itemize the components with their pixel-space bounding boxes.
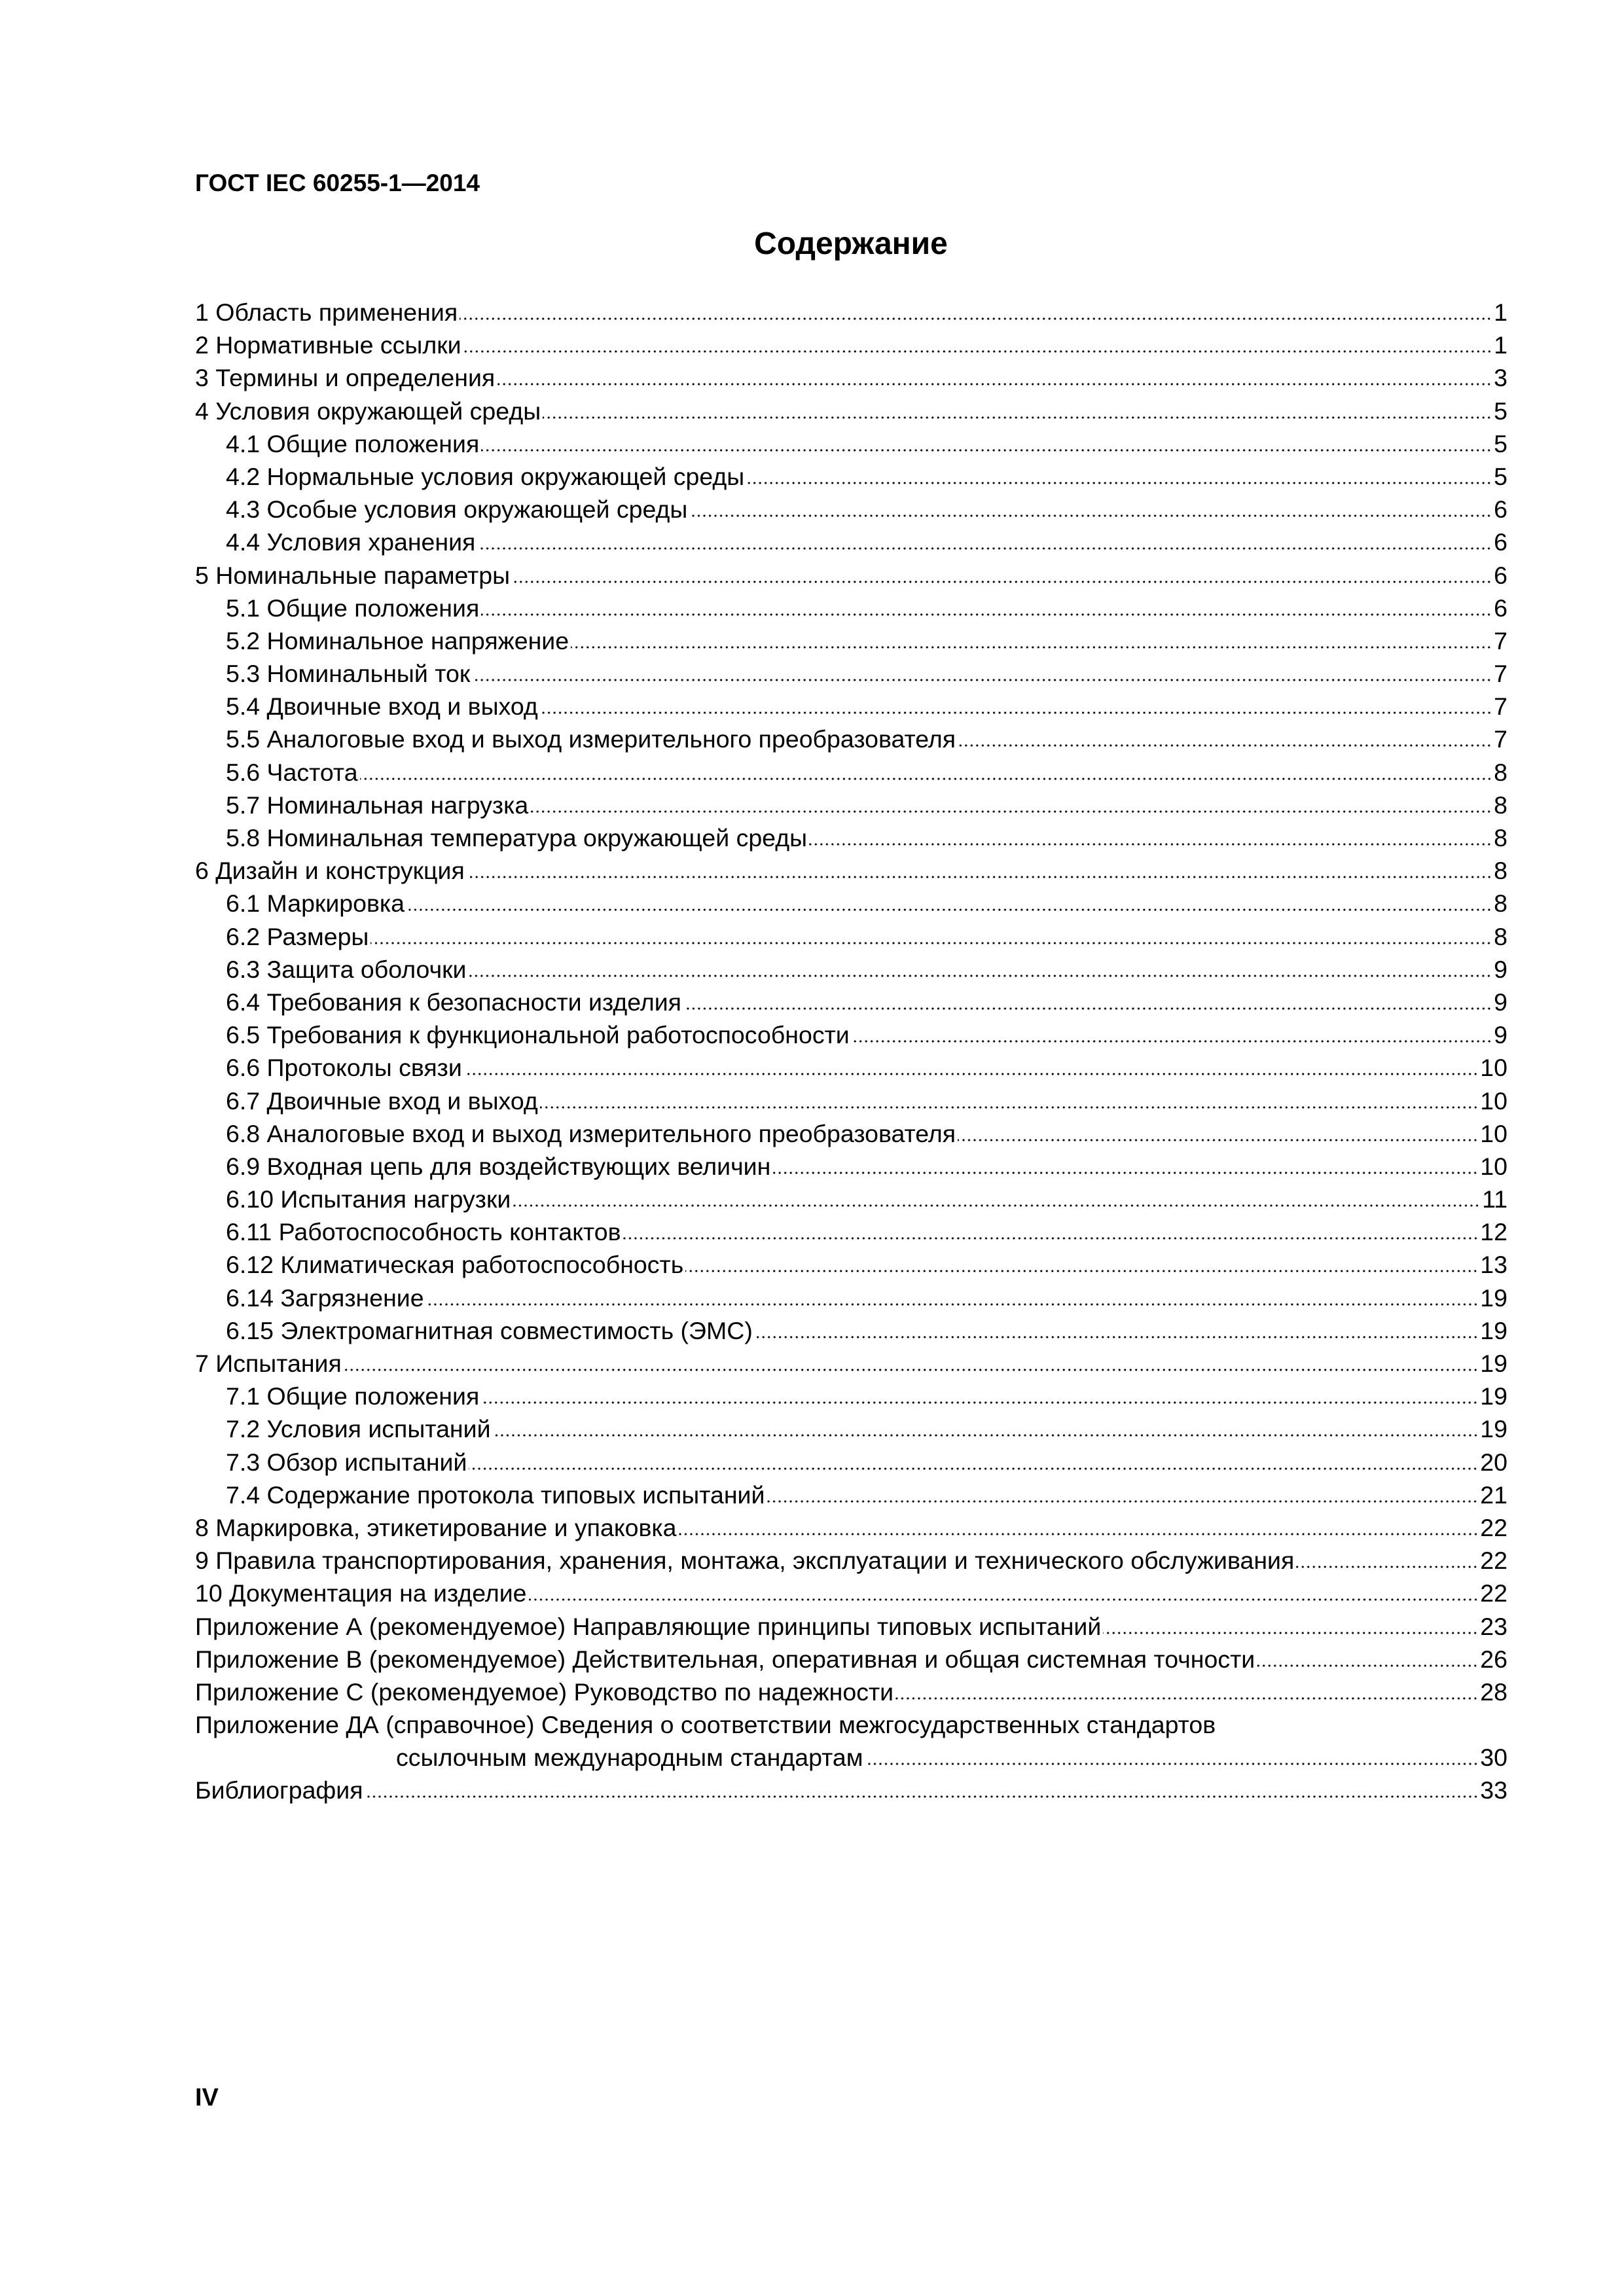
toc-entry-title: 1 Область применения — [195, 298, 458, 326]
toc-entry-page: 9 — [1494, 955, 1507, 983]
toc-entry-title: 5.8 Номинальная температура окружающей среды — [226, 824, 808, 852]
toc-entry-page: 7 — [1494, 660, 1507, 688]
toc-entry[interactable] — [195, 789, 1507, 821]
toc-entry-page: 5 — [1494, 397, 1507, 425]
toc-entry-page: 19 — [1480, 1316, 1507, 1344]
toc-entry-page: 28 — [1480, 1677, 1507, 1706]
toc-entry-page: 8 — [1494, 889, 1507, 918]
toc-entry-page: 8 — [1494, 791, 1507, 819]
toc-entry-title: Приложение А (рекомендуемое) Направляющие принципы типовых испытаний — [195, 1612, 1102, 1640]
toc-entry[interactable] — [195, 1643, 1507, 1676]
toc-entry-title: 4.1 Общие положения — [226, 429, 480, 457]
toc-entry-page: 22 — [1480, 1547, 1507, 1575]
toc-entry-title: 6.9 Входная цепь для воздействующих величин — [226, 1152, 771, 1180]
toc-dot-leader — [746, 478, 1492, 485]
toc-dot-leader — [512, 577, 1492, 584]
page-number: IV — [195, 2084, 219, 2111]
toc-entry-title: 6.15 Электромагнитная совместимость (ЭМС) — [226, 1316, 753, 1344]
toc-entry[interactable] — [195, 329, 1507, 361]
toc-entry-page: 22 — [1480, 1579, 1507, 1607]
toc-entry-page: 5 — [1494, 462, 1507, 490]
toc-entry-title: 4.3 Особые условия окружающей среды — [226, 495, 688, 524]
toc-dot-leader — [497, 380, 1492, 386]
toc-entry[interactable] — [195, 1774, 1507, 1806]
toc-entry[interactable] — [195, 296, 1507, 329]
toc-entry-page: 3 — [1494, 364, 1507, 392]
toc-entry-title: 6.11 Работоспособность контактов — [226, 1218, 621, 1246]
toc-dot-leader — [468, 971, 1492, 978]
toc-dot-leader — [530, 807, 1492, 814]
toc-title: Содержание — [754, 226, 948, 261]
toc-dot-leader — [958, 1136, 1478, 1142]
toc-entry-title: Приложение В (рекомендуемое) Действительная, оперативная и общая системная точности — [195, 1645, 1255, 1673]
toc-dot-leader — [767, 1497, 1478, 1503]
toc-entry[interactable] — [195, 854, 1507, 887]
toc-entry-title: 6.10 Испытания нагрузки — [226, 1185, 511, 1213]
toc-dot-leader — [460, 314, 1492, 321]
toc-dot-leader — [540, 708, 1492, 715]
toc-entry-title: 6.3 Защита оболочки — [226, 955, 467, 983]
toc-dot-leader — [406, 905, 1492, 912]
toc-entry[interactable] — [195, 986, 1507, 1018]
toc-entry[interactable] — [195, 1248, 1507, 1281]
toc-entry-page: 23 — [1480, 1612, 1507, 1640]
toc-entry-title: 7 Испытания — [195, 1350, 342, 1377]
toc-entry[interactable] — [195, 1183, 1507, 1215]
toc-dot-leader — [481, 1398, 1478, 1405]
toc-dot-leader — [755, 1333, 1478, 1339]
toc-entry-page: 21 — [1480, 1480, 1507, 1509]
toc-entry-title: 6.6 Протоколы связи — [226, 1054, 462, 1082]
toc-dot-leader — [623, 1234, 1479, 1240]
toc-entry[interactable] — [195, 559, 1507, 592]
toc-entry-page: 30 — [1480, 1744, 1507, 1772]
toc-entry-title: 6.5 Требования к функциональной работоспособности — [226, 1021, 850, 1049]
toc-entry[interactable] — [195, 1577, 1507, 1609]
toc-dot-leader — [472, 675, 1492, 682]
toc-dot-leader — [467, 872, 1492, 879]
toc-entry[interactable] — [195, 1215, 1507, 1248]
toc-entry-title: Приложение С (рекомендуемое) Руководство по надежности — [195, 1677, 894, 1706]
toc-entry-page: 10 — [1480, 1119, 1507, 1147]
toc-entry-title: 2 Нормативные ссылки — [195, 331, 461, 359]
toc-dot-leader — [469, 1464, 1478, 1471]
toc-entry[interactable] — [195, 690, 1507, 723]
toc-entry[interactable] — [195, 887, 1507, 920]
toc-entry[interactable] — [195, 821, 1507, 854]
toc-entry[interactable] — [195, 1544, 1507, 1577]
toc-entry[interactable] — [195, 1314, 1507, 1347]
toc-dot-leader — [481, 446, 1492, 452]
toc-dot-leader — [679, 1530, 1479, 1536]
toc-entry-page: 10 — [1480, 1152, 1507, 1180]
document-code-header: ГОСТ IEC 60255-1—2014 — [195, 170, 480, 196]
toc-entry-page: 6 — [1494, 594, 1507, 622]
toc-entry-page: 1 — [1494, 298, 1507, 326]
toc-dot-leader — [464, 1069, 1478, 1076]
toc-entry-title: 7.3 Обзор испытаний — [226, 1448, 467, 1476]
toc-entry-page: 6 — [1494, 495, 1507, 524]
toc-entry-page: 22 — [1480, 1513, 1507, 1541]
toc-dot-leader — [481, 610, 1492, 617]
toc-entry[interactable] — [195, 1479, 1507, 1511]
toc-entry-title: 7.1 Общие положения — [226, 1382, 480, 1410]
toc-entry-title: 8 Маркировка, этикетирование и упаковка — [195, 1513, 677, 1541]
toc-entry[interactable] — [195, 624, 1507, 657]
toc-dot-leader — [689, 511, 1492, 518]
toc-entry-page: 20 — [1480, 1448, 1507, 1476]
toc-dot-leader — [1296, 1562, 1478, 1569]
toc-entry-page: 19 — [1480, 1350, 1507, 1377]
toc-dot-leader — [529, 1595, 1479, 1602]
toc-dot-leader — [493, 1431, 1479, 1437]
toc-entry-title: 5 Номинальные параметры — [195, 561, 511, 589]
toc-entry-title: 5.7 Номинальная нагрузка — [226, 791, 529, 819]
toc-dot-leader — [365, 1792, 1479, 1799]
toc-entry-page: 10 — [1480, 1054, 1507, 1082]
toc-entry-title: 5.1 Общие положения — [226, 594, 480, 622]
toc-dot-leader — [477, 544, 1492, 550]
toc-entry-title: 5.2 Номинальное напряжение — [226, 626, 569, 655]
toc-entry[interactable] — [195, 756, 1507, 789]
toc-entry[interactable] — [195, 1282, 1507, 1314]
toc-dot-leader — [540, 1103, 1478, 1109]
toc-entry[interactable] — [195, 657, 1507, 690]
toc-entry-title: 6.7 Двоичные вход и выход — [226, 1086, 538, 1115]
toc-entry-page: 7 — [1494, 626, 1507, 655]
toc-entry[interactable] — [195, 1446, 1507, 1479]
toc-entry-title: 5.6 Частота — [226, 758, 358, 786]
toc-entry-page: 1 — [1494, 331, 1507, 359]
toc-entry-title: 5.5 Аналоговые вход и выход измерительного преобразователя — [226, 725, 956, 753]
toc-entry-page: 11 — [1482, 1185, 1507, 1213]
toc-entry-title: 4 Условия окружающей среды — [195, 397, 541, 425]
toc-dot-leader — [958, 741, 1492, 747]
toc-entry-page: 8 — [1494, 758, 1507, 786]
toc-entry-title: 6.2 Размеры — [226, 922, 369, 950]
table-of-contents — [195, 296, 1507, 1807]
toc-entry-title: 7.2 Условия испытаний — [226, 1415, 491, 1443]
toc-dot-leader — [895, 1694, 1478, 1700]
toc-entry[interactable] — [195, 1085, 1507, 1117]
toc-entry-page: 10 — [1480, 1086, 1507, 1115]
toc-entry[interactable] — [195, 920, 1507, 953]
toc-dot-leader — [370, 939, 1492, 945]
toc-entry-page: 9 — [1494, 1021, 1507, 1049]
toc-entry[interactable] — [195, 1150, 1507, 1183]
toc-entry-page: 8 — [1494, 824, 1507, 852]
toc-entry-title: 9 Правила транспортирования, хранения, монтажа, эксплуатации и технического обслуживания — [195, 1547, 1295, 1575]
toc-entry[interactable] — [195, 1380, 1507, 1412]
toc-dot-leader — [344, 1365, 1478, 1372]
toc-entry[interactable] — [195, 526, 1507, 558]
toc-entry-title: Приложение ДА (справочное) Сведения о соответствии межгосударственных стандартов — [195, 1711, 1216, 1739]
toc-entry-page: 8 — [1494, 922, 1507, 950]
toc-dot-leader — [809, 840, 1492, 846]
toc-entry-title: 3 Термины и определения — [195, 364, 496, 392]
toc-entry-title: 6.12 Климатическая работоспособность — [226, 1251, 684, 1279]
toc-entry-title: 5.4 Двоичные вход и выход — [226, 692, 538, 721]
toc-entry-page: 26 — [1480, 1645, 1507, 1673]
toc-entry-title: 4.2 Нормальные условия окружающей среды — [226, 462, 745, 490]
toc-entry[interactable] — [195, 1051, 1507, 1084]
toc-entry[interactable] — [195, 1412, 1507, 1445]
toc-dot-leader — [426, 1300, 1479, 1306]
toc-entry-title: Библиография — [195, 1776, 363, 1804]
toc-dot-leader — [772, 1168, 1478, 1175]
toc-entry[interactable] — [195, 1676, 1507, 1708]
toc-entry-page: 19 — [1480, 1382, 1507, 1410]
toc-dot-leader — [1103, 1628, 1478, 1635]
toc-entry-page: 13 — [1480, 1251, 1507, 1279]
toc-entry[interactable] — [195, 395, 1507, 427]
toc-dot-leader — [685, 1266, 1478, 1273]
toc-entry-page: 19 — [1480, 1283, 1507, 1312]
toc-entry[interactable] — [195, 361, 1507, 394]
toc-dot-leader — [571, 643, 1492, 649]
toc-dot-leader — [463, 347, 1492, 353]
toc-entry[interactable] — [195, 953, 1507, 986]
toc-dot-leader — [1257, 1661, 1478, 1668]
toc-entry[interactable] — [195, 1741, 1507, 1774]
toc-entry-page: 6 — [1494, 561, 1507, 589]
toc-entry-page: 19 — [1480, 1415, 1507, 1443]
toc-entry-page: 7 — [1494, 692, 1507, 721]
toc-entry-title: 6.4 Требования к безопасности изделия — [226, 988, 681, 1016]
toc-entry-page: 8 — [1494, 857, 1507, 885]
toc-entry[interactable] — [195, 1511, 1507, 1544]
toc-entry-page: 5 — [1494, 429, 1507, 457]
toc-entry-title: 6.8 Аналоговые вход и выход измерительного преобразователя — [226, 1119, 956, 1147]
toc-entry-page: 6 — [1494, 528, 1507, 556]
toc-entry[interactable] — [195, 1347, 1507, 1380]
toc-entry[interactable] — [195, 1117, 1507, 1150]
toc-dot-leader — [852, 1037, 1492, 1043]
toc-entry-page: 9 — [1494, 988, 1507, 1016]
toc-entry[interactable] — [195, 493, 1507, 526]
toc-dot-leader — [543, 413, 1492, 420]
toc-entry-title: 4.4 Условия хранения — [226, 528, 476, 556]
toc-entry[interactable] — [195, 1708, 1507, 1741]
toc-dot-leader — [360, 774, 1492, 781]
toc-entry[interactable] — [195, 460, 1507, 493]
toc-entry[interactable] — [195, 1018, 1507, 1051]
toc-entry-title: 5.3 Номинальный ток — [226, 660, 471, 688]
toc-entry[interactable] — [195, 1610, 1507, 1643]
toc-entry-page: 33 — [1480, 1776, 1507, 1804]
toc-entry-page: 7 — [1494, 725, 1507, 753]
toc-entry-title: ссылочным международным стандартам — [396, 1744, 863, 1772]
toc-entry-title: 6.14 Загрязнение — [226, 1283, 424, 1312]
toc-entry[interactable] — [195, 427, 1507, 460]
toc-entry-page: 12 — [1480, 1218, 1507, 1246]
toc-entry-title: 10 Документация на изделие — [195, 1579, 527, 1607]
toc-dot-leader — [513, 1201, 1480, 1208]
toc-entry[interactable] — [195, 723, 1507, 755]
toc-dot-leader — [683, 1004, 1492, 1011]
toc-entry-title: 6.1 Маркировка — [226, 889, 405, 918]
toc-dot-leader — [865, 1759, 1479, 1766]
toc-entry-title: 7.4 Содержание протокола типовых испытаний — [226, 1480, 765, 1509]
toc-entry[interactable] — [195, 592, 1507, 624]
toc-entry-title: 6 Дизайн и конструкция — [195, 857, 465, 885]
